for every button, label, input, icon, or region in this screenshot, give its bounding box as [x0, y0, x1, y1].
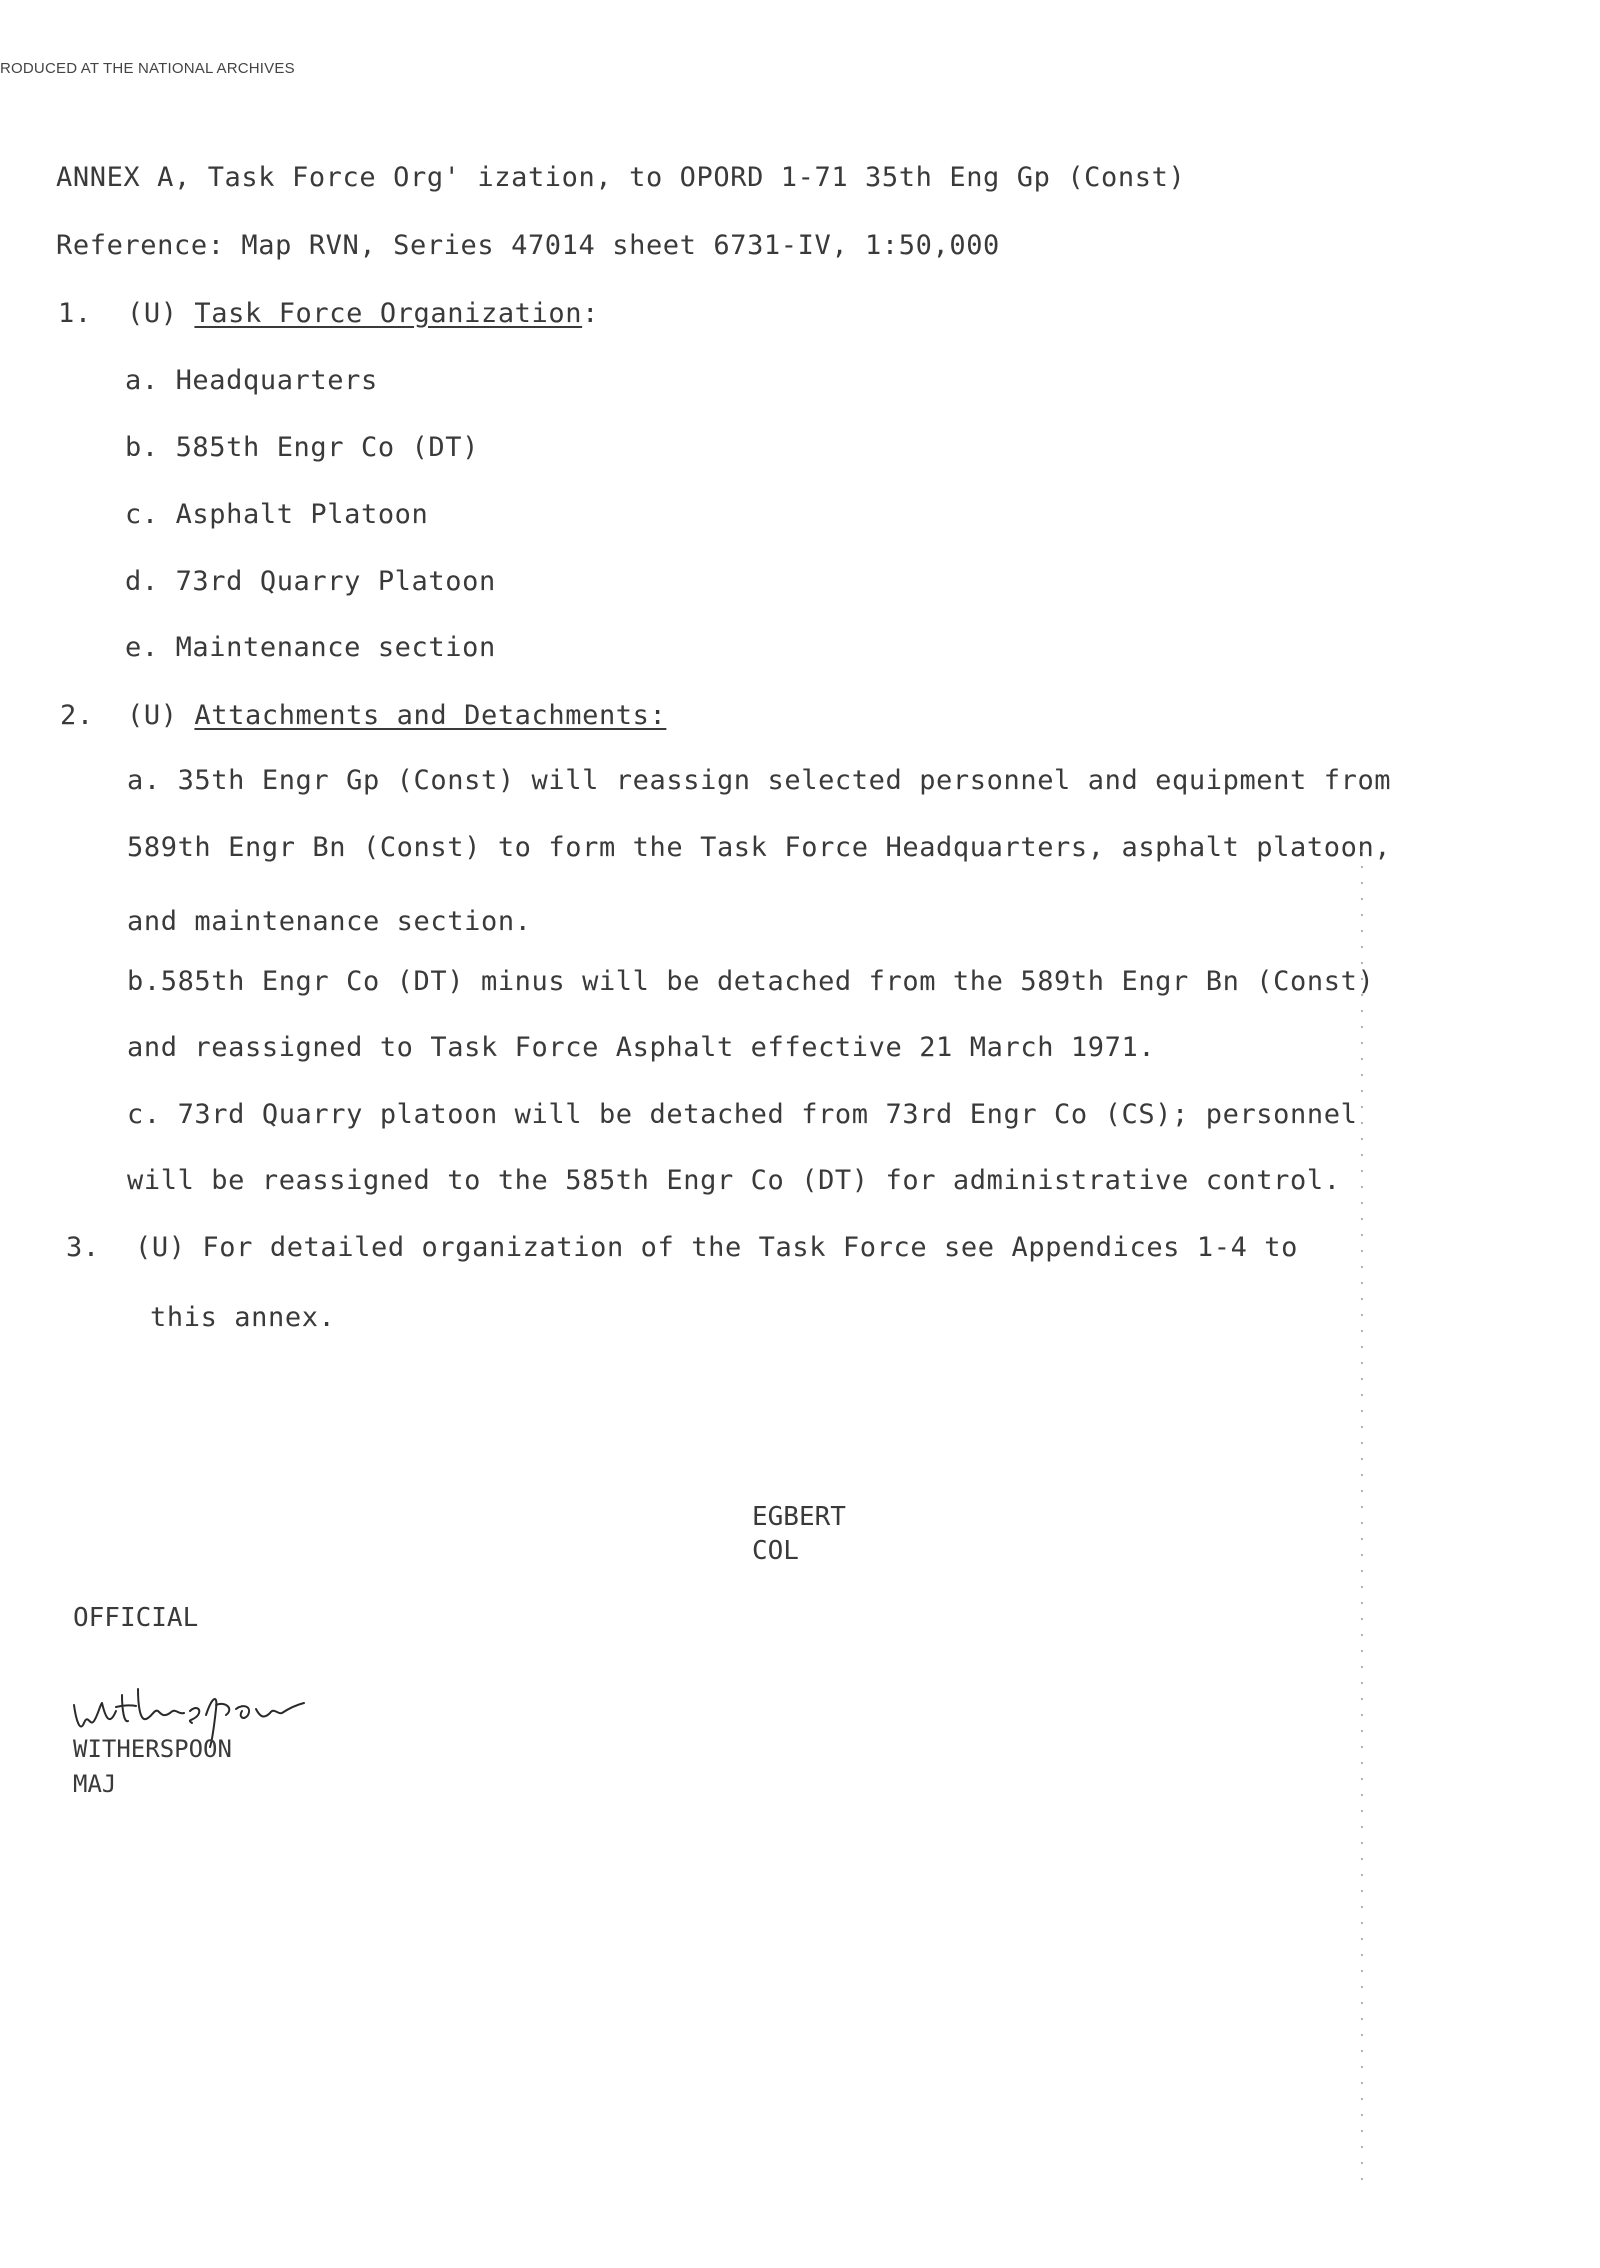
section-1-title: Task Force Organization	[194, 298, 583, 329]
commander-block	[752, 1500, 846, 1568]
section-1-heading	[127, 298, 599, 329]
section-1-prefix: (U)	[127, 298, 195, 329]
section-2-title: Attachments and Detachments:	[194, 700, 667, 731]
section-2-line-7: will be reassigned to the 585th Engr Co (DT) for administrative control.	[127, 1165, 1341, 1196]
section-2-number: 2.	[60, 700, 94, 731]
section-3-line-2: this annex.	[150, 1302, 336, 1333]
section-1-item-b: b. 585th Engr Co (DT)	[125, 432, 479, 463]
section-1-item-a: a. Headquarters	[125, 365, 378, 396]
margin-dots	[1352, 850, 1372, 2190]
section-3-number: 3.	[66, 1232, 100, 1263]
section-2-line-4: b.585th Engr Co (DT) minus will be detached from the 589th Engr Bn (Const)	[127, 966, 1375, 997]
section-2-line-3: and maintenance section.	[127, 906, 532, 937]
section-3-line-1: (U) For detailed organization of the Task Force see Appendices 1-4 to	[135, 1232, 1299, 1263]
section-2-prefix: (U)	[127, 700, 195, 731]
section-1-item-c: c. Asphalt Platoon	[125, 499, 429, 530]
section-1-number: 1.	[58, 298, 92, 329]
section-1-item-e: e. Maintenance section	[125, 632, 496, 663]
section-1-item-d: d. 73rd Quarry Platoon	[125, 566, 496, 597]
section-2-line-2: 589th Engr Bn (Const) to form the Task Force Headquarters, asphalt platoon,	[127, 832, 1392, 863]
section-2-line-1: a. 35th Engr Gp (Const) will reassign selected personnel and equipment from	[127, 765, 1392, 796]
archive-stamp: RODUCED AT THE NATIONAL ARCHIVES	[0, 60, 295, 77]
annex-heading: ANNEX A, Task Force Org' ization, to OPORD 1-71 35th Eng Gp (Const)	[56, 162, 1186, 193]
official-label: OFFICIAL	[73, 1603, 199, 1633]
reference-line: Reference: Map RVN, Series 47014 sheet 6731-IV, 1:50,000	[56, 230, 1000, 261]
section-2-line-5: and reassigned to Task Force Asphalt effective 21 March 1971.	[127, 1032, 1156, 1063]
section-2-line-6: c. 73rd Quarry platoon will be detached from 73rd Engr Co (CS); personnel	[127, 1099, 1358, 1130]
commander-rank: COL	[752, 1536, 799, 1566]
section-2-heading	[127, 700, 666, 731]
commander-name: EGBERT	[752, 1502, 846, 1532]
official-name: WITHERSPOON	[73, 1735, 232, 1763]
section-1-suffix: :	[582, 298, 599, 329]
official-rank: MAJ	[73, 1770, 117, 1798]
